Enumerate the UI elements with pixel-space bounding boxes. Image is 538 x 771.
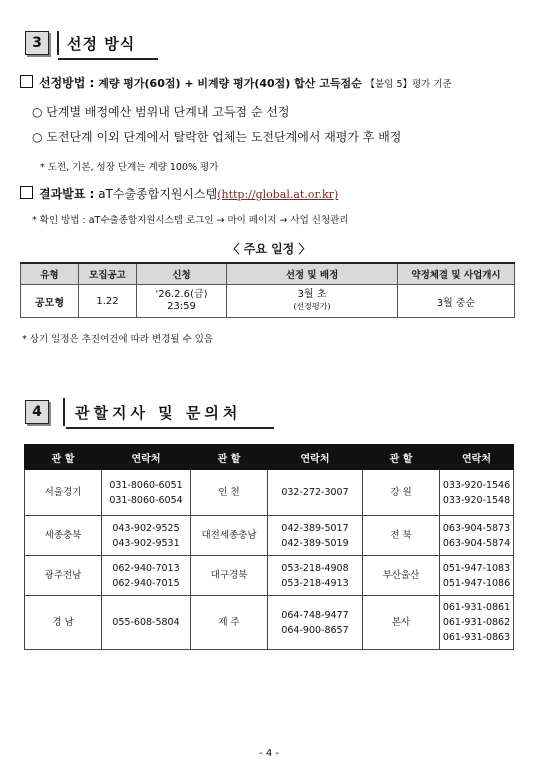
schedule-select-sub: (선정평가) xyxy=(293,302,331,311)
phone-number: 042-389-5017 xyxy=(281,522,349,534)
area-cell: 서울경기 xyxy=(25,470,102,516)
phone-cell xyxy=(440,470,514,516)
section-number: 4 xyxy=(25,400,49,424)
selection-method xyxy=(20,74,452,91)
phone-number: 062-940-7015 xyxy=(112,577,180,589)
area-cell: 광주전남 xyxy=(25,556,102,596)
phone-cell xyxy=(102,470,191,516)
schedule-header: 신청 xyxy=(137,263,227,285)
selection-label: 선정방법 : xyxy=(39,76,95,90)
phone-cell xyxy=(102,556,191,596)
phone-number: 033-920-1548 xyxy=(442,494,511,506)
area-cell: 대전세종충남 xyxy=(191,516,268,556)
area-cell: 대구경북 xyxy=(191,556,268,596)
contacts-header: 관 할 xyxy=(25,445,102,470)
phone-number: 031-8060-6054 xyxy=(109,494,183,506)
phone-number: 061-931-0861 xyxy=(442,602,511,613)
phone-cell xyxy=(102,596,191,650)
phone-number: 033-920-1546 xyxy=(442,479,511,491)
announcement-note: * 확인 방법 : aT수출종합지원시스템 로그인 → 마이 페이지 → 사업 신청관리 xyxy=(32,215,349,226)
phone-cell xyxy=(440,556,514,596)
schedule-select-text: 3월 초 xyxy=(297,289,327,300)
section-underline xyxy=(66,427,274,429)
phone-number: 032-272-3007 xyxy=(281,487,349,498)
section-3-header xyxy=(25,31,135,55)
phone-number: 043-902-9525 xyxy=(112,522,180,534)
phone-number: 061-931-0862 xyxy=(442,617,511,628)
contacts-header: 연락처 xyxy=(440,445,514,470)
phone-number: 063-904-5873 xyxy=(442,522,511,534)
schedule-type: 공모형 xyxy=(21,285,79,318)
area-cell: 부산울산 xyxy=(363,556,440,596)
phone-number: 061-931-0863 xyxy=(442,632,511,643)
schedule-apply-time: 23:59 xyxy=(167,301,196,312)
area-cell: 인 천 xyxy=(191,470,268,516)
phone-number: 064-748-9477 xyxy=(281,609,349,621)
phone-number: 051-947-1086 xyxy=(442,577,511,589)
selection-bullet-2: ○ 도전단계 이외 단계에서 탈락한 업체는 도전단계에서 재평가 후 배정 xyxy=(32,130,402,144)
phone-cell xyxy=(440,596,514,650)
section-4-header xyxy=(25,398,241,426)
area-cell: 강 원 xyxy=(363,470,440,516)
table-row xyxy=(25,516,514,556)
phone-cell xyxy=(268,516,363,556)
area-cell: 세종충북 xyxy=(25,516,102,556)
contacts-table xyxy=(24,444,514,650)
section-underline xyxy=(58,58,158,60)
selection-ref: 【붙임 5】평가 기준 xyxy=(365,79,452,90)
contacts-header: 연락처 xyxy=(268,445,363,470)
phone-number: 031-8060-6051 xyxy=(109,479,183,491)
system-link[interactable]: (http://global.at.or.kr) xyxy=(217,188,339,201)
phone-number: 063-904-5874 xyxy=(442,537,511,549)
schedule-apply-date: '26.2.6(금) xyxy=(155,289,208,300)
phone-cell xyxy=(102,516,191,556)
schedule-header: 선정 및 배정 xyxy=(227,263,398,285)
phone-number: 053-218-4908 xyxy=(281,562,349,574)
announcement xyxy=(20,185,338,202)
contacts-header: 관 할 xyxy=(363,445,440,470)
schedule-notice: 1.22 xyxy=(79,285,137,318)
schedule-table xyxy=(20,262,515,318)
area-cell: 제 주 xyxy=(191,596,268,650)
schedule-header: 약정체결 및 사업개시 xyxy=(398,263,515,285)
phone-cell xyxy=(268,596,363,650)
announcement-label: 결과발표 : xyxy=(39,187,95,201)
schedule-header-row xyxy=(21,263,515,285)
checkbox-icon xyxy=(20,75,33,88)
area-cell: 경 남 xyxy=(25,596,102,650)
phone-number: 062-940-7013 xyxy=(112,562,180,574)
phone-cell xyxy=(268,556,363,596)
schedule-row xyxy=(21,285,515,318)
page-number: - 4 - xyxy=(259,748,279,759)
schedule-select xyxy=(227,285,398,318)
phone-number: 064-900-8657 xyxy=(281,624,349,636)
schedule-header: 모집공고 xyxy=(79,263,137,285)
phone-number: 053-218-4913 xyxy=(281,577,349,589)
phone-cell xyxy=(440,516,514,556)
schedule-header: 유형 xyxy=(21,263,79,285)
contacts-header: 연락처 xyxy=(102,445,191,470)
phone-number: 042-389-5019 xyxy=(281,537,349,549)
section-number: 3 xyxy=(25,31,49,55)
section-title: 선정 방식 xyxy=(67,34,136,53)
table-row xyxy=(25,470,514,516)
phone-number: 051-947-1083 xyxy=(442,562,511,574)
phone-number: 043-902-9531 xyxy=(112,537,180,549)
schedule-title: 〈 주요 일정 〉 xyxy=(227,242,311,256)
selection-note: * 도전, 기본, 성장 단계는 계량 100% 평가 xyxy=(40,162,219,173)
checkbox-icon xyxy=(20,186,33,199)
table-row xyxy=(25,556,514,596)
section-title: 관할지사 및 문의처 xyxy=(75,403,242,422)
selection-bullet-1: ○ 단계별 배정예산 범위내 단계내 고득점 순 선정 xyxy=(32,105,290,119)
area-cell: 전 북 xyxy=(363,516,440,556)
selection-method-text: 계량 평가(60점) + 비계량 평가(40점) 합산 고득점순 xyxy=(98,77,362,90)
section-divider xyxy=(63,398,65,426)
contacts-header-row xyxy=(25,445,514,470)
schedule-contract: 3월 중순 xyxy=(398,285,515,318)
section-divider xyxy=(57,31,59,55)
area-cell: 본사 xyxy=(363,596,440,650)
schedule-note: * 상기 일정은 추진여건에 따라 변경될 수 있음 xyxy=(22,334,214,345)
table-row xyxy=(25,596,514,650)
contacts-header: 관 할 xyxy=(191,445,268,470)
schedule-apply xyxy=(137,285,227,318)
phone-number: 055-608-5804 xyxy=(112,617,180,628)
announcement-text: aT수출종합지원시스템 xyxy=(98,187,218,201)
phone-cell xyxy=(268,470,363,516)
